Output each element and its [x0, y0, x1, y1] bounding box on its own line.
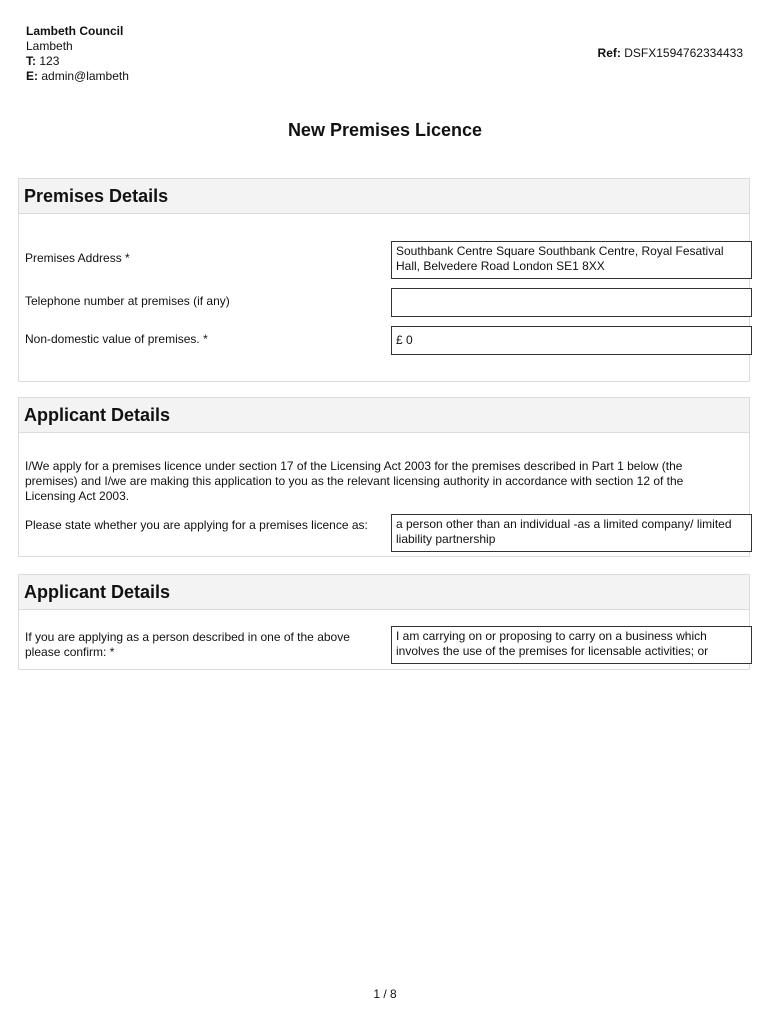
email-value: admin@lambeth — [41, 69, 129, 83]
premises-phone-row — [25, 288, 743, 317]
applicant-type-row — [25, 514, 743, 552]
org-phone — [26, 54, 129, 69]
applicant-confirm-row — [25, 626, 743, 664]
premises-value-label: Non-domestic value of premises. * — [25, 332, 208, 346]
premises-value-row — [25, 326, 743, 355]
org-area: Lambeth — [26, 39, 73, 53]
organisation-block — [26, 24, 129, 84]
premises-details-heading: Premises Details — [19, 179, 749, 214]
premises-details-panel — [18, 178, 750, 382]
applicant-intro-text: I/We apply for a premises licence under section 17 of the Licensing Act 2003 for the premises described in Part 1 below (the premises) and I/we are making this application to you as the relevant licensing authority in accordance with section 12 of the Licensing Act 2003. — [25, 459, 684, 503]
document-title: New Premises Licence — [287, 120, 483, 140]
applicant-type-field[interactable]: a person other than an individual -as a limited company/ limited liability partnership — [391, 514, 752, 552]
phone-label: T: — [26, 54, 36, 68]
phone-value: 123 — [39, 54, 60, 68]
org-name: Lambeth Council — [26, 24, 124, 38]
premises-address-label: Premises Address * — [25, 251, 130, 265]
applicant-details-heading-1: Applicant Details — [19, 398, 749, 433]
reference — [598, 46, 743, 61]
premises-value-field[interactable]: £ 0 — [391, 326, 752, 355]
org-email — [26, 69, 129, 84]
applicant-type-label: Please state whether you are applying for a premises licence as: — [25, 518, 368, 532]
ref-value: DSFX1594762334433 — [624, 46, 743, 60]
premises-phone-label: Telephone number at premises (if any) — [25, 294, 230, 308]
applicant-details-heading-2: Applicant Details — [19, 575, 749, 610]
page-number: 1 / 8 — [373, 987, 397, 1001]
applicant-details-panel-2 — [18, 574, 750, 670]
premises-address-field[interactable]: Southbank Centre Square Southbank Centre, Royal Fesatival Hall, Belvedere Road London SE1 8XX — [391, 241, 752, 279]
premises-address-row — [25, 241, 743, 279]
email-label: E: — [26, 69, 38, 83]
premises-phone-field[interactable] — [391, 288, 752, 317]
applicant-details-panel-1 — [18, 397, 750, 557]
applicant-confirm-label: If you are applying as a person described in one of the above please confirm: * — [25, 630, 350, 659]
applicant-confirm-field[interactable]: I am carrying on or proposing to carry on a business which involves the use of the premises for licensable activities; or — [391, 626, 752, 664]
ref-label: Ref: — [597, 46, 621, 60]
